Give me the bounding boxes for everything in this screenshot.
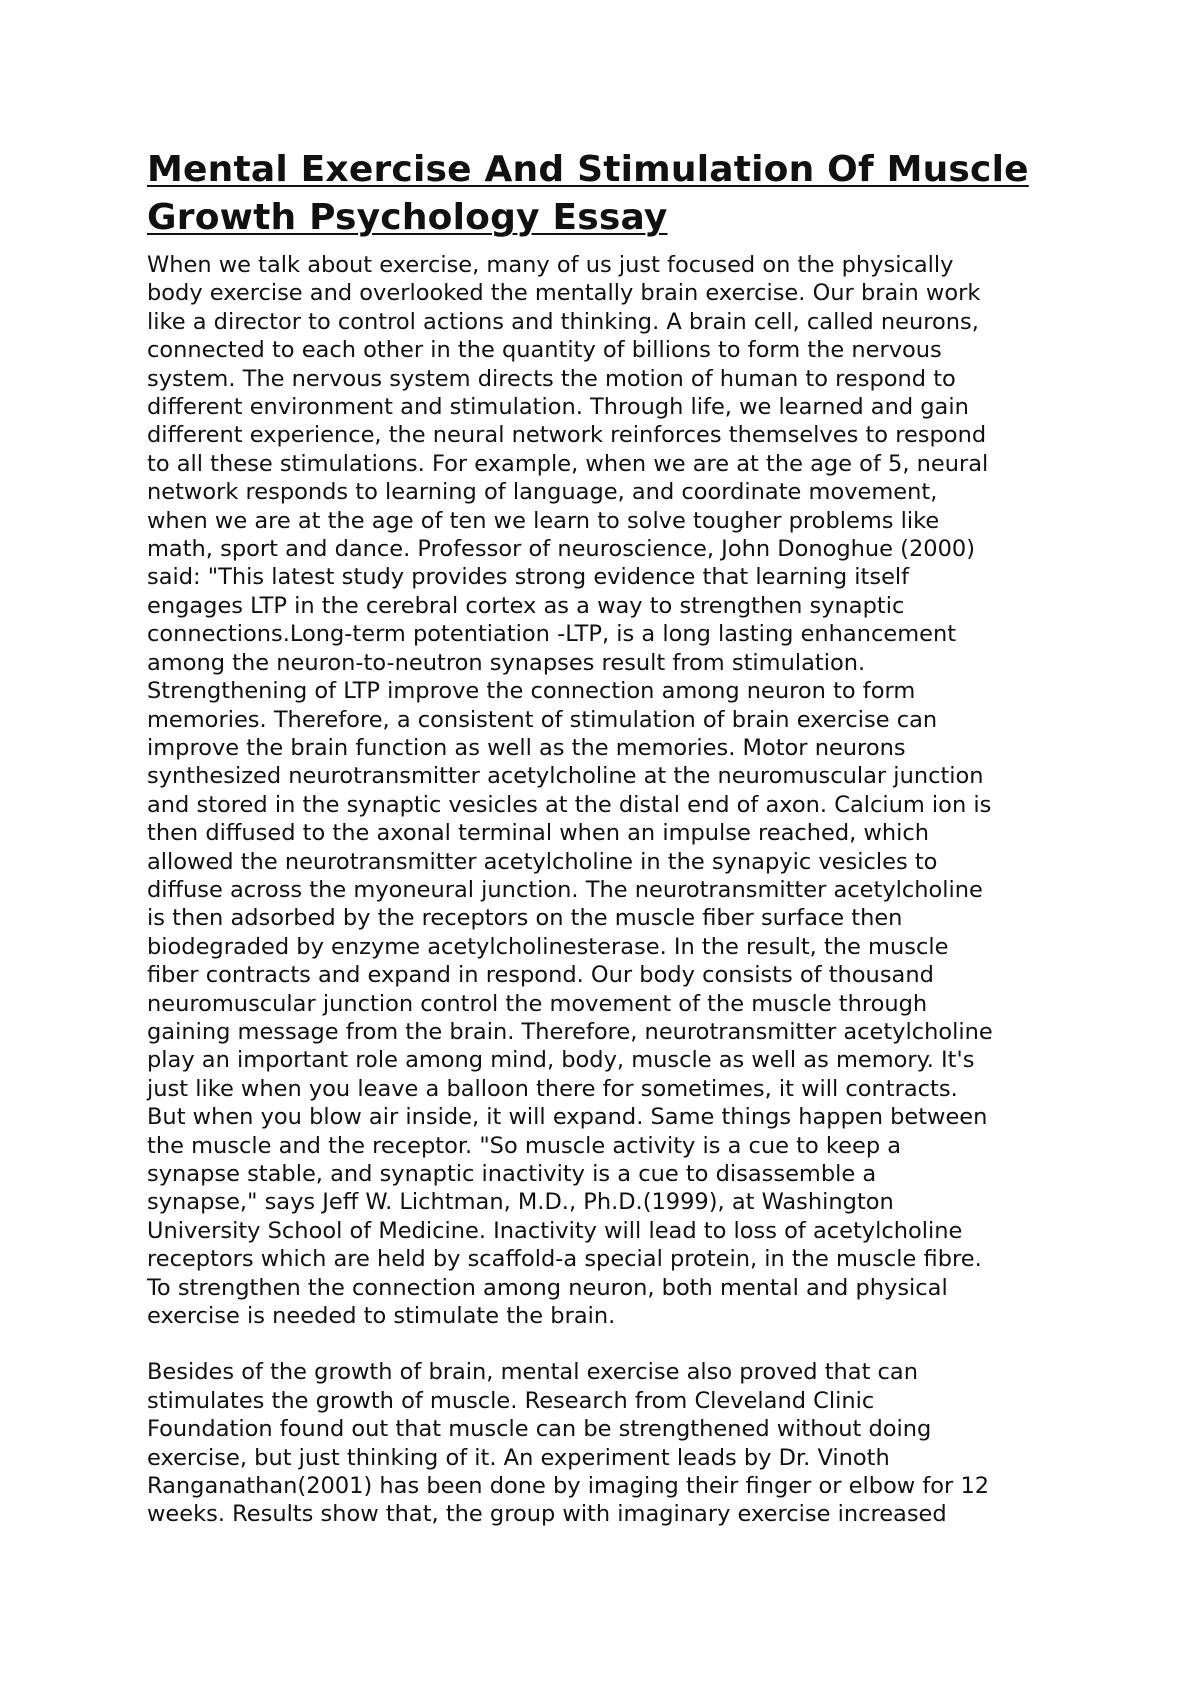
document-title: Mental Exercise And Stimulation Of Muscle Growth Psychology Essay <box>147 149 1029 238</box>
text-line: play an important role among mind, body, muscle as well as memory. It's <box>147 1047 975 1074</box>
text-line: engages LTP in the cerebral cortex as a way to strengthen synaptic <box>147 592 905 619</box>
text-line: When we talk about exercise, many of us just focused on the physically <box>147 252 954 278</box>
text-line: and stored in the synaptic vesicles at the distal end of axon. Calcium ion is <box>147 791 992 818</box>
text-line: network responds to learning of language, and coordinate movement, <box>147 479 938 506</box>
paragraph <box>147 251 1072 1330</box>
document-page <box>147 146 1072 1529</box>
text-line: body exercise and overlooked the mentally brain exercise. Our brain work <box>147 280 981 307</box>
text-line: neuromuscular junction control the movement of the muscle through <box>147 990 928 1017</box>
text-line: Foundation found out that muscle can be strengthened without doing <box>147 1416 932 1443</box>
text-line: diffuse across the myoneural junction. The neurotransmitter acetylcholine <box>147 876 983 903</box>
text-line: to all these stimulations. For example, when we are at the age of 5, neural <box>147 450 989 477</box>
text-line: the muscle and the receptor. "So muscle activity is a cue to keep a <box>147 1132 902 1159</box>
text-line: To strengthen the connection among neuron, both mental and physical <box>147 1274 948 1301</box>
text-line: improve the brain function as well as the memories. Motor neurons <box>147 734 906 761</box>
text-line: synapse stable, and synaptic inactivity is a cue to disassemble a <box>147 1161 877 1187</box>
text-line: stimulates the growth of muscle. Research from Cleveland Clinic <box>147 1387 875 1414</box>
text-line: Besides of the growth of brain, mental exercise also proved that can <box>147 1359 918 1386</box>
text-line: just like when you leave a balloon there for sometimes, it will contracts. <box>147 1075 958 1102</box>
text-line: allowed the neurotransmitter acetylcholine in the synapyic vesicles to <box>147 848 938 875</box>
text-line: But when you blow air inside, it will expand. Same things happen between <box>147 1104 988 1131</box>
text-line: connected to each other in the quantity of billions to form the nervous <box>147 337 942 364</box>
text-line: system. The nervous system directs the motion of human to respond to <box>147 365 956 392</box>
text-line: synapse," says Jeff W. Lichtman, M.D., Ph.D.(1999), at Washington <box>147 1189 894 1216</box>
text-line: gaining message from the brain. Therefore, neurotransmitter acetylcholine <box>147 1018 993 1045</box>
text-line: University School of Medicine. Inactivity will lead to loss of acetylcholine <box>147 1217 963 1244</box>
text-line: different experience, the neural network reinforces themselves to respond <box>147 422 987 449</box>
text-line: different environment and stimulation. Through life, we learned and gain <box>147 394 969 421</box>
text-line: like a director to control actions and thinking. A brain cell, called neurons, <box>147 308 979 335</box>
text-line: biodegraded by enzyme acetylcholinesterase. In the result, the muscle <box>147 933 949 960</box>
text-line: math, sport and dance. Professor of neuroscience, John Donoghue (2000) <box>147 536 975 563</box>
document-body <box>147 251 1072 1529</box>
text-line: connections.Long-term potentiation -LTP, is a long lasting enhancement <box>147 621 957 648</box>
text-line: Strengthening of LTP improve the connection among neuron to form <box>147 678 916 705</box>
text-line: when we are at the age of ten we learn to solve tougher problems like <box>147 507 940 534</box>
text-line: synthesized neurotransmitter acetylcholine at the neuromuscular junction <box>147 763 984 790</box>
text-line: then diffused to the axonal terminal when an impulse reached, which <box>147 820 930 847</box>
text-line: fiber contracts and expand in respond. Our body consists of thousand <box>147 962 934 989</box>
text-line: said: "This latest study provides strong evidence that learning itself <box>147 564 910 591</box>
text-line: is then adsorbed by the receptors on the muscle fiber surface then <box>147 905 903 932</box>
text-line: among the neuron-to-neutron synapses result from stimulation. <box>147 649 866 676</box>
paragraph <box>147 1358 1072 1528</box>
text-line: receptors which are held by scaffold-a special protein, in the muscle fibre. <box>147 1246 982 1273</box>
text-line: exercise, but just thinking of it. An experiment leads by Dr. Vinoth <box>147 1444 890 1471</box>
text-line: exercise is needed to stimulate the brain. <box>147 1303 616 1330</box>
text-line: memories. Therefore, a consistent of stimulation of brain exercise can <box>147 706 938 733</box>
text-line: weeks. Results show that, the group with imaginary exercise increased <box>147 1501 947 1528</box>
text-line: Ranganathan(2001) has been done by imaging their finger or elbow for 12 <box>147 1473 990 1500</box>
